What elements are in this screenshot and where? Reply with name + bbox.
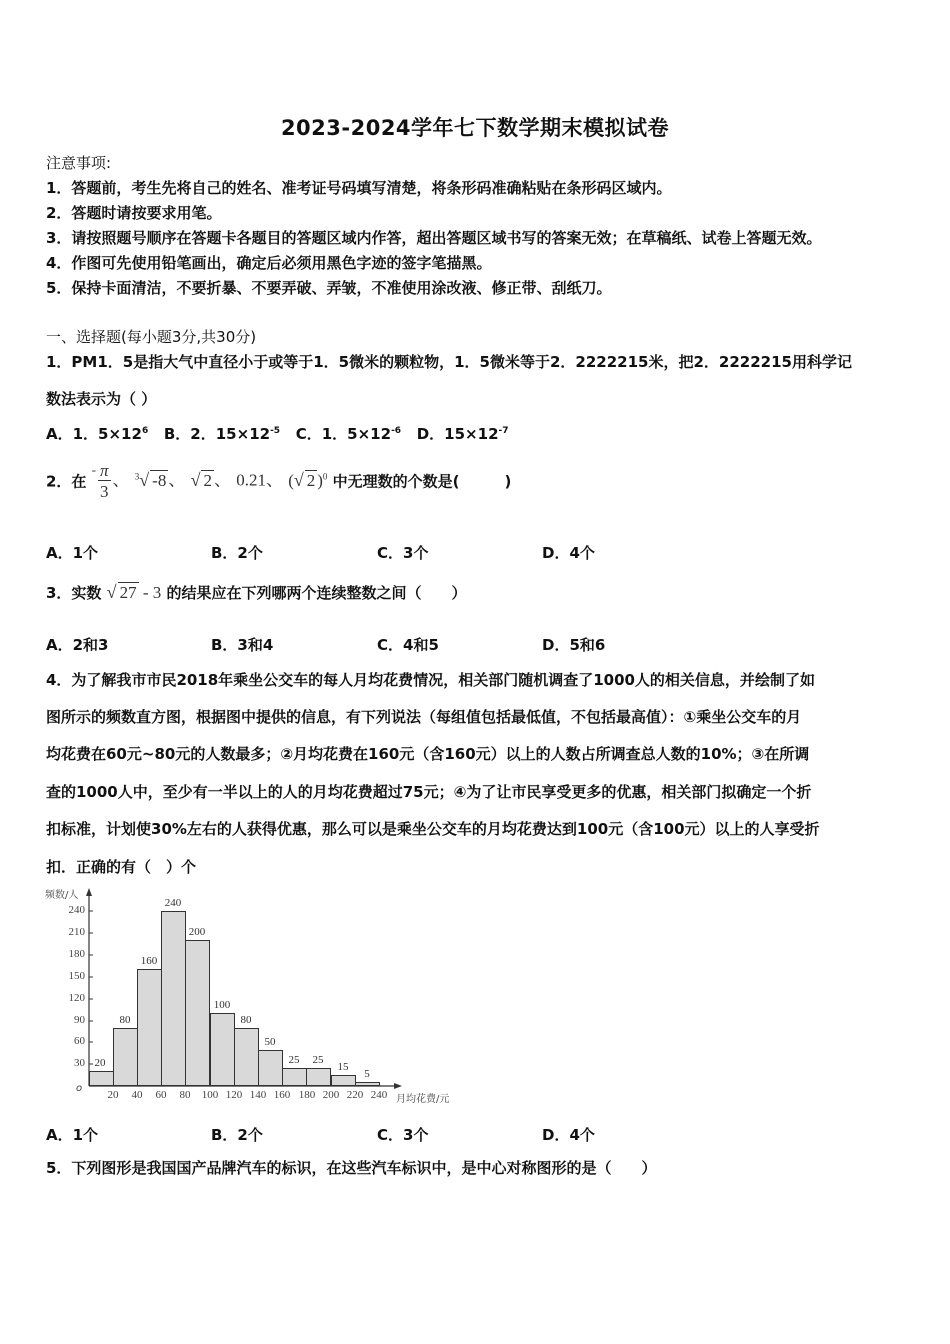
x-tick: 160 — [273, 1089, 291, 1101]
y-tick: 30 — [74, 1057, 85, 1069]
question-4-text: 均花费在60元~80元的人数最多；②月均花费在160元（含160元）以上的人数占所调查总人数的10%；③在所调 — [46, 745, 810, 763]
question-2-option-c[interactable]: C．3个 — [377, 544, 429, 562]
bar-value-label: 200 — [188, 926, 206, 938]
question-4-text: 查的1000人中，至少有一半以上的人的月均花费超过75元；④为了让市民享受更多的优惠，相关部门拟确定一个折 — [46, 783, 812, 801]
question-4-option-d[interactable]: D．4个 — [542, 1126, 595, 1144]
note-item: 4．作图可先使用铅笔画出，确定后必须用黑色字迹的签字笔描黑。 — [46, 254, 492, 272]
y-tick: 210 — [68, 926, 85, 938]
question-4-text: 图所示的频数直方图，根据图中提供的信息，有下列说法（每组值包括最低值，不包括最高值）：①乘坐公交车的月 — [46, 708, 802, 726]
bar-value-label: 25 — [312, 1054, 324, 1066]
question-4-text: 扣标准，计划使30%左右的人获得优惠，那么可以是乘坐公交车的月均花费达到100元（含100元）以上的人享受折 — [46, 820, 820, 838]
section-heading: 一、选择题(每小题3分,共30分) — [46, 328, 257, 346]
bar-value-label: 160 — [140, 955, 158, 967]
page-title: 2023-2024学年七下数学期末模拟试卷 — [280, 116, 670, 140]
histogram-bar — [355, 1082, 380, 1086]
question-2-option-a[interactable]: A．1个 — [46, 544, 99, 562]
x-axis-label: 月均花费/元 — [396, 1094, 450, 1105]
question-2-option-d[interactable]: D．4个 — [542, 544, 595, 562]
y-tick: 240 — [68, 904, 85, 916]
histogram-bar — [137, 969, 162, 1086]
x-tick: 120 — [225, 1089, 243, 1101]
x-tick: 100 — [201, 1089, 219, 1101]
y-axis-label: 频数/人 — [45, 890, 79, 901]
sqrt-icon: √ — [190, 469, 201, 490]
option-d[interactable]: D．$15\times 12^{-7}$ — [416, 425, 509, 443]
note-item: 3．请按照题号顺序在答题卡各题目的答题区域内作答，超出答题区域书写的答案无效；在草稿纸、试卷上答题无效。 — [46, 229, 822, 247]
bar-value-label: 5 — [364, 1068, 370, 1080]
note-item: 5．保持卡面清洁，不要折暴、不要弄破、弄皱，不准使用涂改液、修正带、刮纸刀。 — [46, 279, 612, 297]
question-4-option-c[interactable]: C．3个 — [377, 1126, 429, 1144]
notes-heading: 注意事项: — [46, 154, 112, 172]
question-4-text: 扣．正确的有（ ）个 — [46, 858, 197, 876]
frequency-histogram — [40, 884, 460, 1114]
y-axis-arrow-icon — [86, 888, 92, 896]
bar-value-label: 25 — [288, 1054, 300, 1066]
x-tick: 60 — [155, 1089, 167, 1101]
bar-value-label: 80 — [240, 1014, 252, 1026]
x-tick: 200 — [322, 1089, 340, 1101]
sqrt-icon: √ — [293, 469, 304, 490]
option-c[interactable]: C．1．$5\times 12^{-6}$ — [295, 425, 402, 443]
histogram-bar — [185, 940, 210, 1086]
bar-value-label: 20 — [94, 1057, 106, 1069]
question-3-option-d[interactable]: D．5和6 — [542, 636, 606, 654]
question-1-options — [46, 423, 509, 444]
question-5-text: 5．下列图形是我国国产品牌汽车的标识，在这些汽车标识中，是中心对称图形的是（ ） — [46, 1159, 657, 1177]
x-tick: 220 — [346, 1089, 364, 1101]
question-2-text: 2．在 - $\frac{\pi}{3}$ 、 $^3$√ -8 、 √ 2 、 0.21、 (√ 2 )$^0$ 中无理数的个数是( ) — [46, 461, 512, 501]
x-tick: 240 — [370, 1089, 388, 1101]
question-3-option-c[interactable]: C．4和5 — [377, 636, 439, 654]
x-tick: 140 — [249, 1089, 267, 1101]
question-3-text: 3．实数 √ 27 - 3 的结果应在下列哪两个连续整数之间（ ） — [46, 582, 467, 602]
y-tick: 150 — [68, 970, 85, 982]
option-b[interactable]: B．2．$15\times 12^{-5}$ — [163, 425, 281, 443]
fraction-pi-over-3: $\frac{\pi}{3}$ — [100, 461, 109, 501]
bar-value-label: 80 — [119, 1014, 131, 1026]
y-tick: 120 — [68, 992, 85, 1004]
question-1-text: 1．PM1．5是指大气中直径小于或等于1．5微米的颗粒物，1．5微米等于2．2222215米，把2．2222215用科学记 — [46, 353, 852, 371]
bar-value-label: 240 — [164, 897, 182, 909]
bar-value-label: 100 — [213, 999, 231, 1011]
bar-value-label: 50 — [264, 1036, 276, 1048]
x-tick: 40 — [131, 1089, 143, 1101]
y-tick: 180 — [68, 948, 85, 960]
question-3-option-b[interactable]: B．3和4 — [211, 636, 274, 654]
question-4-text: 4．为了解我市市民2018年乘坐公交车的每人月均花费情况，相关部门随机调查了1000人的相关信息，并绘制了如 — [46, 671, 815, 689]
question-2-option-b[interactable]: B．2个 — [211, 544, 263, 562]
cube-root-icon: √ — [139, 469, 150, 490]
origin-label: o — [76, 1083, 83, 1094]
question-4-option-b[interactable]: B．2个 — [211, 1126, 263, 1144]
x-axis-arrow-icon — [394, 1083, 402, 1089]
x-tick: 80 — [179, 1089, 191, 1101]
question-3-option-a[interactable]: A．2和3 — [46, 636, 109, 654]
sqrt-icon: √ — [106, 582, 117, 602]
x-tick: 180 — [298, 1089, 316, 1101]
note-item: 1．答题前，考生先将自己的姓名、准考证号码填写清楚，将条形码准确粘贴在条形码区域内。 — [46, 179, 672, 197]
y-tick: 60 — [74, 1035, 85, 1047]
bar-value-label: 15 — [337, 1061, 349, 1073]
histogram-bar — [89, 1071, 114, 1086]
y-tick: 90 — [74, 1014, 85, 1026]
question-1-text-cont: 数法表示为（ ） — [46, 390, 157, 408]
histogram-bar — [282, 1068, 307, 1086]
histogram-bar — [113, 1028, 138, 1086]
question-4-option-a[interactable]: A．1个 — [46, 1126, 99, 1144]
x-tick: 20 — [107, 1089, 119, 1101]
option-a[interactable]: A．1．$5\times 12^6$ — [46, 425, 149, 443]
note-item: 2．答题时请按要求用笔。 — [46, 204, 222, 222]
